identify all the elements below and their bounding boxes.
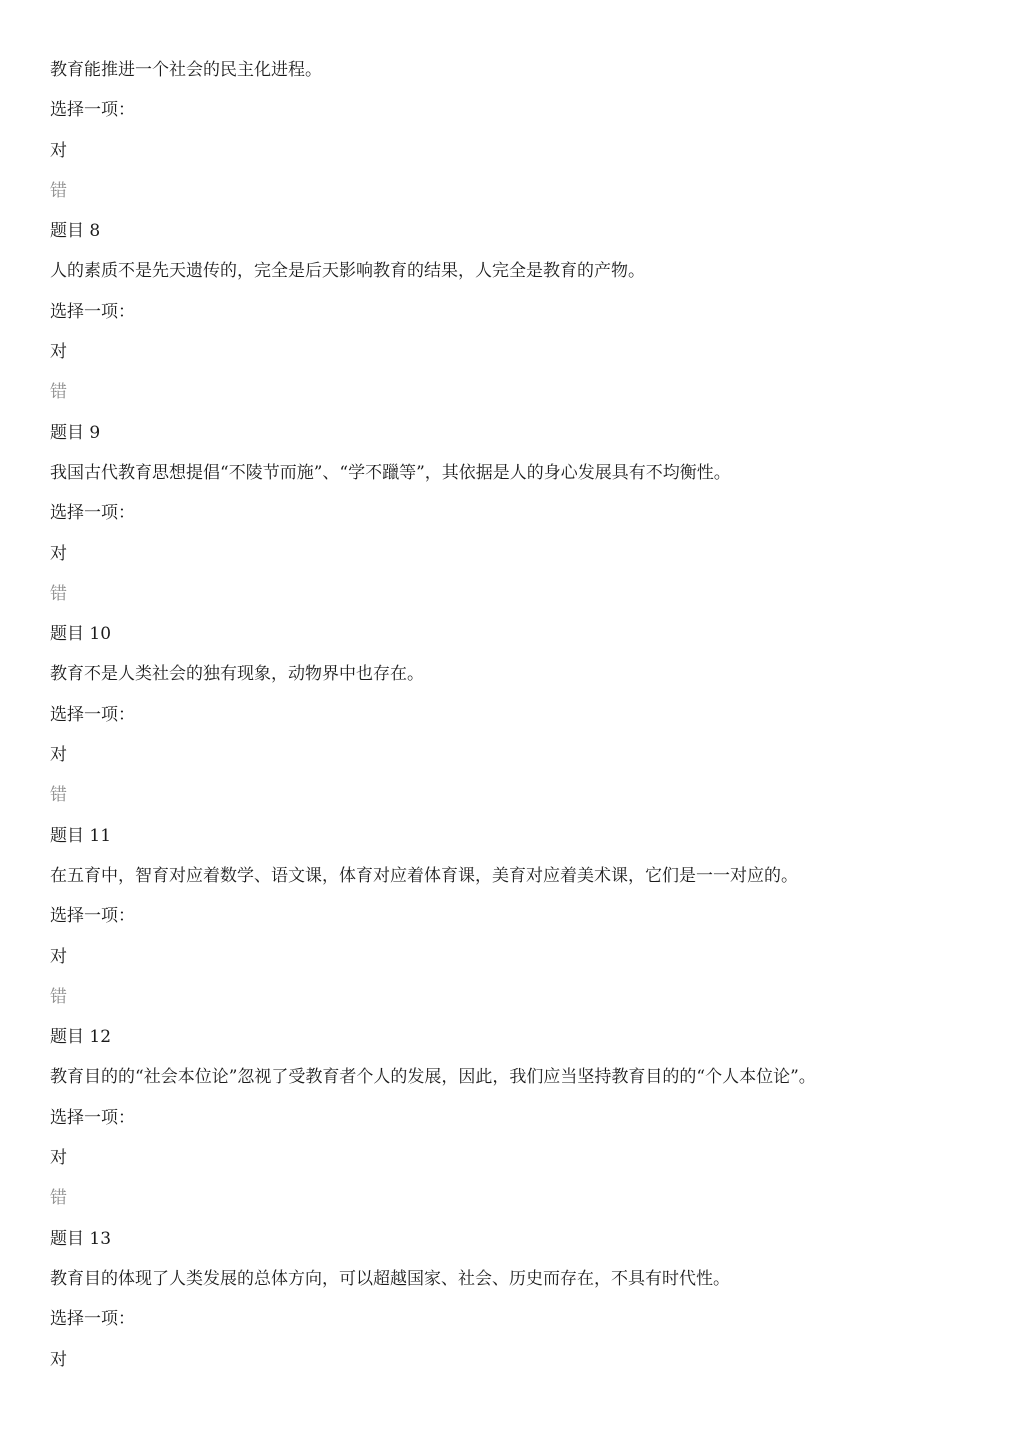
question-title: 题目 13 (50, 1228, 112, 1249)
choose-one-prompt: 选择一项： (50, 1107, 135, 1128)
option-true[interactable]: 对 (50, 342, 67, 363)
question-title: 题目 10 (50, 624, 112, 645)
quiz-page (50, 50, 980, 1380)
choose-one-prompt: 选择一项： (50, 1309, 135, 1330)
option-false[interactable]: 错 (50, 785, 67, 806)
option-true[interactable]: 对 (50, 140, 67, 161)
option-false[interactable]: 错 (50, 180, 67, 201)
choose-one-prompt: 选择一项： (50, 301, 135, 322)
option-false[interactable]: 错 (50, 1188, 67, 1209)
choose-one-prompt: 选择一项： (50, 100, 135, 121)
option-false[interactable]: 错 (50, 986, 67, 1007)
question-title: 题目 12 (50, 1027, 112, 1048)
option-true[interactable]: 对 (50, 745, 67, 766)
option-true[interactable]: 对 (50, 1349, 67, 1370)
question-text: 在五育中，智育对应着数学、语文课，体育对应着体育课，美育对应着美术课，它们是一一对应的。 (50, 865, 798, 886)
question-text: 人的素质不是先天遗传的，完全是后天影响教育的结果，人完全是教育的产物。 (50, 261, 645, 282)
option-false[interactable]: 错 (50, 382, 67, 403)
question-text: 教育能推进一个社会的民主化进程。 (50, 60, 322, 80)
option-true[interactable]: 对 (50, 946, 67, 967)
choose-one-prompt: 选择一项： (50, 503, 135, 524)
question-text: 我国古代教育思想提倡“不陵节而施”、“学不躐等”，其依据是人的身心发展具有不均衡性。 (50, 462, 731, 483)
question-title: 题目 8 (50, 221, 101, 242)
question-text: 教育不是人类社会的独有现象，动物界中也存在。 (50, 664, 424, 685)
choose-one-prompt: 选择一项： (50, 704, 135, 725)
choose-one-prompt: 选择一项： (50, 906, 135, 927)
option-false[interactable]: 错 (50, 583, 67, 604)
question-text: 教育目的体现了人类发展的总体方向，可以超越国家、社会、历史而存在，不具有时代性。 (50, 1268, 730, 1289)
question-title: 题目 11 (50, 825, 112, 846)
question-title: 题目 9 (50, 422, 101, 443)
question-text: 教育目的的“社会本位论”忽视了受教育者个人的发展，因此，我们应当坚持教育目的的“个人本位论”。 (50, 1067, 816, 1088)
option-true[interactable]: 对 (50, 543, 67, 564)
option-true[interactable]: 对 (50, 1148, 67, 1169)
